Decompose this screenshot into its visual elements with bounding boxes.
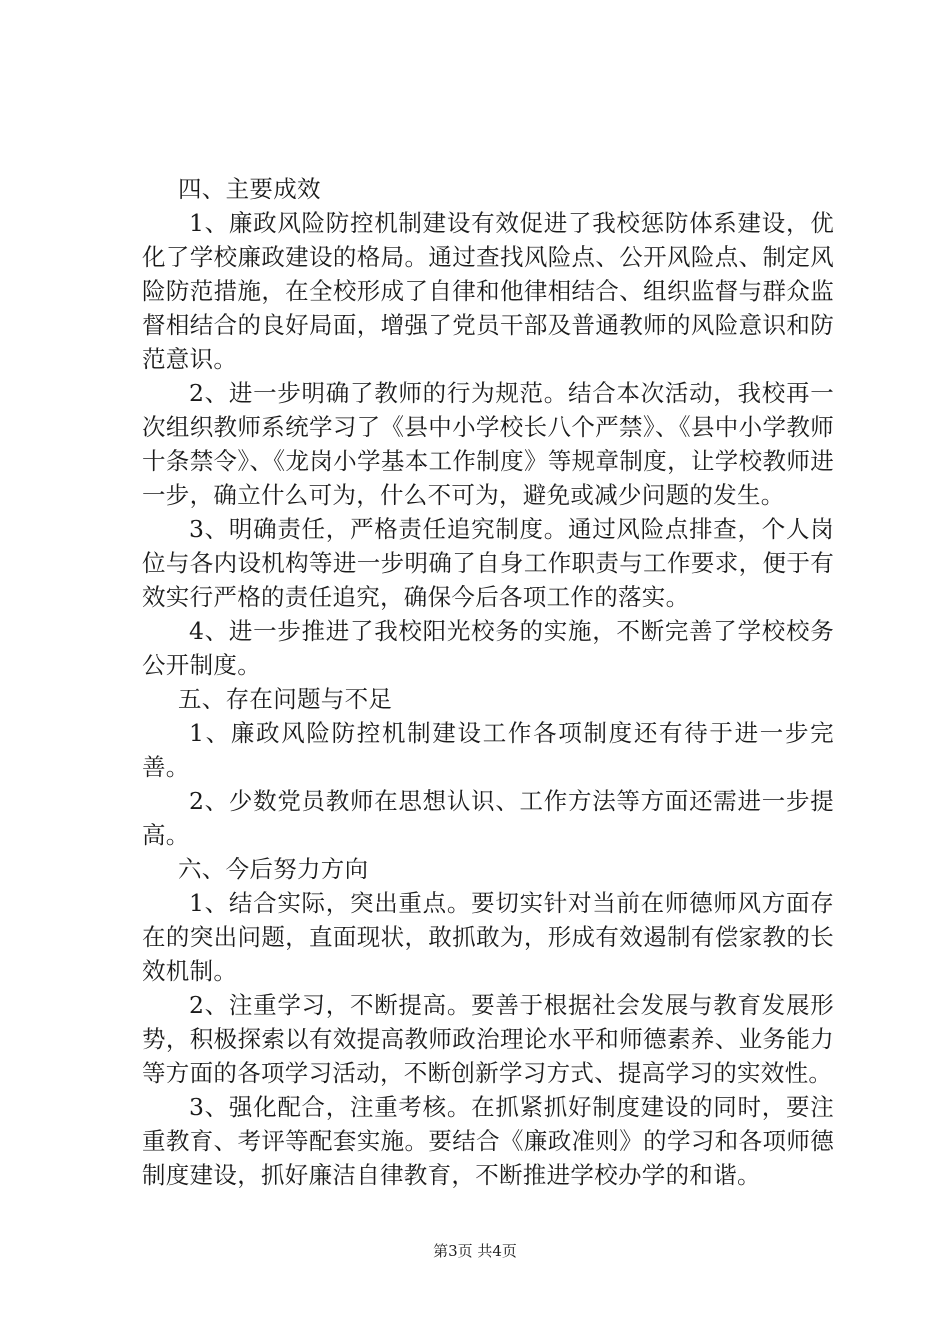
paragraph: 1、廉政风险防控机制建设有效促进了我校惩防体系建设，优化了学校廉政建设的格局。通过查找风险点、公开风险点、制定风险防范措施，在全校形成了自律和他律相结合、组织监督与群众监督相结合的良好局面，增强了党员干部及普通教师的风险意识和防范意识。 <box>142 209 834 373</box>
section-heading-achievements: 四、主要成效 <box>178 175 321 203</box>
paragraph: 1、廉政风险防控机制建设工作各项制度还有待于进一步完善。 <box>142 719 834 781</box>
paragraph: 4、进一步推进了我校阳光校务的实施，不断完善了学校校务公开制度。 <box>142 617 834 679</box>
paragraph: 3、强化配合，注重考核。在抓紧抓好制度建设的同时，要注重教育、考评等配套实施。要结合《廉政准则》的学习和各项师德制度建设，抓好廉洁自律教育，不断推进学校办学的和谐。 <box>142 1093 834 1189</box>
document-body <box>142 172 834 1192</box>
paragraph: 2、少数党员教师在思想认识、工作方法等方面还需进一步提高。 <box>142 787 834 849</box>
section-heading-future-direction: 六、今后努力方向 <box>178 855 369 883</box>
section-heading-problems: 五、存在问题与不足 <box>178 685 393 713</box>
paragraph: 1、结合实际，突出重点。要切实针对当前在师德师风方面存在的突出问题，直面现状，敢抓敢为，形成有效遏制有偿家教的长效机制。 <box>142 889 834 985</box>
paragraph: 3、明确责任，严格责任追究制度。通过风险点排查，个人岗位与各内设机构等进一步明确了自身工作职责与工作要求，便于有效实行严格的责任追究，确保今后各项工作的落实。 <box>142 515 834 611</box>
paragraph: 2、进一步明确了教师的行为规范。结合本次活动，我校再一次组织教师系统学习了《县中小学校长八个严禁》、《县中小学教师十条禁令》、《龙岗小学基本工作制度》等规章制度，让学校教师进一步，确立什么可为，什么不可为，避免或减少问题的发生。 <box>142 379 834 509</box>
paragraph: 2、注重学习，不断提高。要善于根据社会发展与教育发展形势，积极探索以有效提高教师政治理论水平和师德素养、业务能力等方面的各项学习活动，不断创新学习方式、提高学习的实效性。 <box>142 991 834 1087</box>
page-number-footer: 第3页 共4页 <box>433 1242 517 1260</box>
